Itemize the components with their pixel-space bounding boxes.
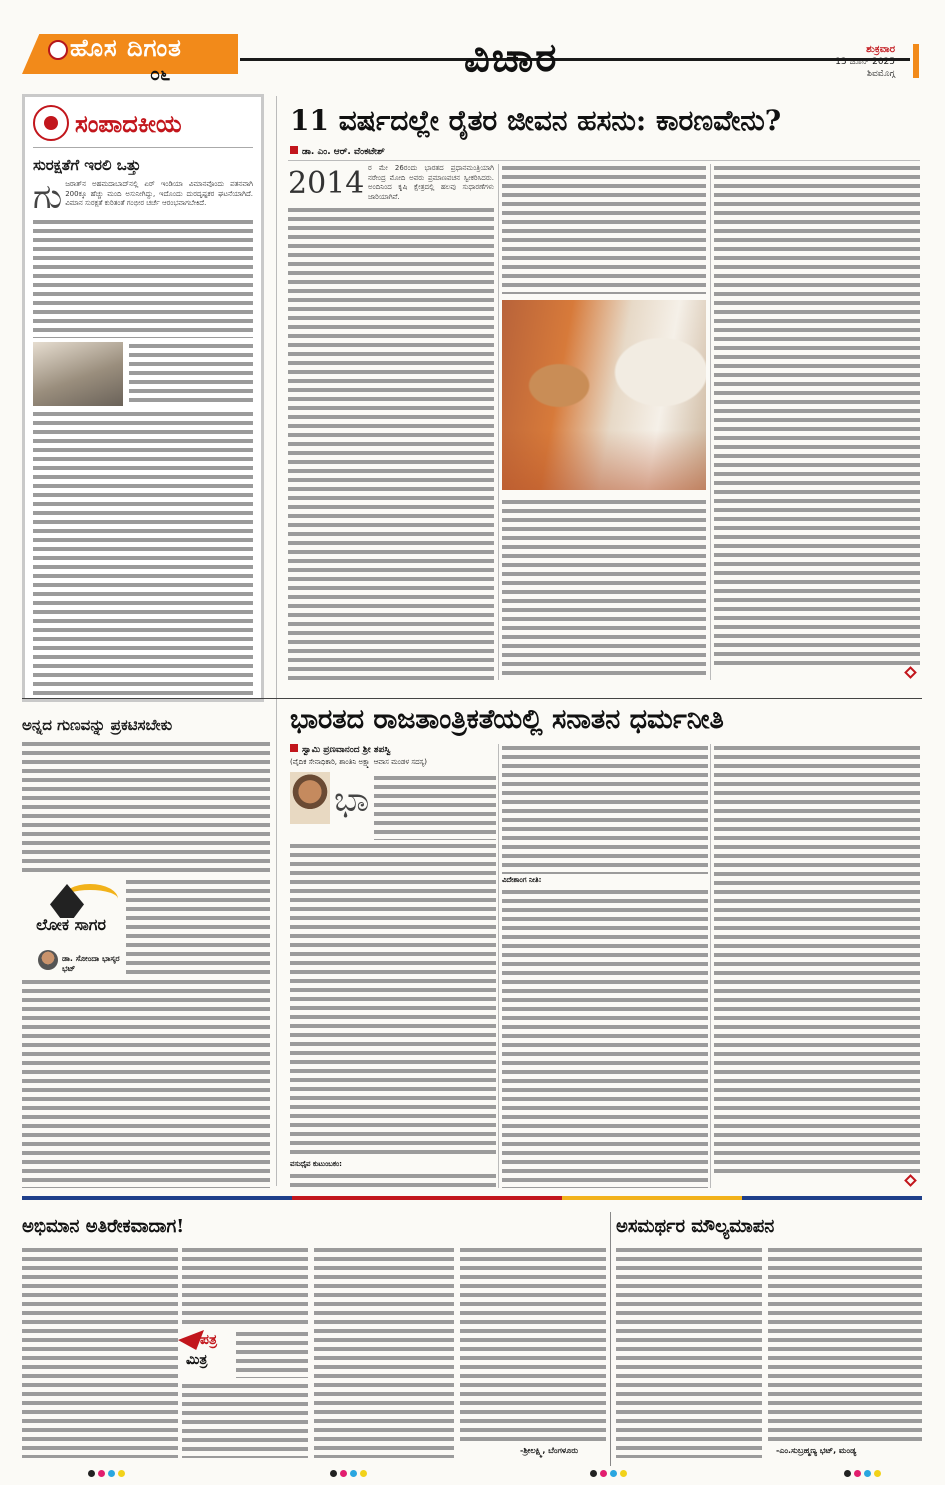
mitra-label: ಮಿತ್ರ: [186, 1352, 208, 1368]
section-rule: [22, 698, 922, 699]
registration-dots: [330, 1470, 367, 1477]
dot-cyan: [108, 1470, 115, 1477]
byline-marker-icon: [290, 744, 298, 752]
dot-cyan: [610, 1470, 617, 1477]
story2-drop-cap: ಭಾ: [334, 780, 370, 820]
dot-magenta: [340, 1470, 347, 1477]
dot-yellow: [874, 1470, 881, 1477]
letters-left-title: ಅಭಿಮಾನ ಅತಿರೇಕವಾದಾಗ!: [22, 1216, 185, 1237]
story2-subhead-1: ವಿದೇಶಾಂಗ ನೀತಿ:: [502, 876, 542, 884]
editorial-emblem-icon: [33, 105, 69, 141]
dot-black: [88, 1470, 95, 1477]
dot-cyan: [350, 1470, 357, 1477]
dot-magenta: [854, 1470, 861, 1477]
letters-column-5: [616, 1246, 762, 1458]
masthead: [0, 0, 945, 92]
author-avatar: [38, 950, 58, 970]
story2-headline: ಭಾರತದ ರಾಜತಾಂತ್ರಿಕತೆಯಲ್ಲಿ ಸನಾತನ ಧರ್ಮನೀತಿ: [290, 704, 724, 735]
page-number: ೦೬: [150, 64, 171, 85]
letters-right-signoff: -ಎಂ.ಸುಬ್ರಹ್ಮಣ್ಯ ಭಟ್, ಮಂಡ್ಯ: [776, 1446, 857, 1455]
column-author: ಡಾ. ಸೋಂದಾ ಭಾಸ್ಕರ ಭಟ್: [62, 954, 120, 973]
left-article-body-1: [22, 740, 270, 874]
story1-column-2-top: [502, 164, 706, 294]
story1-column-3: [714, 164, 920, 670]
bottom-color-band: [22, 1196, 922, 1200]
letters-column-4: [460, 1246, 606, 1442]
editorial-header: [33, 105, 253, 148]
dot-magenta: [98, 1470, 105, 1477]
story2-column-1-top: [374, 774, 496, 840]
divider: [498, 744, 499, 1188]
story2-column-1-end: [290, 1172, 496, 1188]
section-title: ವಿಚಾರ: [464, 34, 559, 81]
story2-column-3: [714, 744, 920, 1176]
registration-dots: [844, 1470, 881, 1477]
story1-rule: [288, 160, 920, 161]
story2-subhead-2: ವಸುಧೈವ ಕುಟುಂಬಕಂ:: [290, 1160, 342, 1168]
story1-column-1: [288, 206, 494, 680]
left-article-body-2: [126, 878, 270, 974]
dot-magenta: [600, 1470, 607, 1477]
dot-black: [844, 1470, 851, 1477]
editorial-lead-text: ಜರಾತ್‌ನ ಅಹಮದಾಬಾದ್‌ನಲ್ಲಿ ಏರ್ ಇಂಡಿಯಾ ವಿಮಾನವೊಂದು ಪತನವಾಗಿ 200ಕ್ಕೂ ಹೆಚ್ಚು ಮಂದಿ ಅಸುನೀಗಿದ್ದು, ಇದೊಂದು ದುರದೃಷ್ಟಕರ ಘಟನೆಯಾಗಿದೆ. ವಿಮಾನ ಸುರಕ್ಷತೆ ಕುರಿತಂತೆ ಗಂಭೀರ ಚರ್ಚೆ ಆರಂಭವಾಗಬೇಕಿದೆ.: [65, 180, 253, 207]
dot-cyan: [864, 1470, 871, 1477]
letters-column-2-top: [182, 1246, 308, 1326]
dot-black: [590, 1470, 597, 1477]
story1-byline: [290, 146, 385, 157]
byline-marker-icon: [290, 146, 298, 154]
story1-big-year: 2014: [288, 166, 365, 201]
story1-column-2-bottom: [502, 498, 706, 680]
dot-yellow: [360, 1470, 367, 1477]
editorial-label: ಸಂಪಾದಕೀಯ: [75, 108, 182, 138]
editorial-body-1: [33, 218, 253, 338]
left-article-body-3: [22, 978, 270, 1188]
dot-yellow: [118, 1470, 125, 1477]
registration-dots: [590, 1470, 627, 1477]
story2-byline-note: (ವೈದಿಕ ಸೇನಾಧಿಕಾರಿ, ಶಾಂತಿನಿ ಅಕ್ಷ್ಮಾ ಆವಾಸ ಮಂಡಳ ಸದಸ್ಯ): [290, 758, 428, 766]
date-box: [835, 44, 895, 80]
letters-column-3: [314, 1246, 454, 1458]
editorial-body-3: [33, 410, 253, 702]
dot-yellow: [620, 1470, 627, 1477]
edge-strip: [913, 44, 919, 78]
story2-column-2: [502, 888, 708, 1188]
story2-byline-text: ಸ್ವಾಮಿ ಪ್ರಣವಾನಂದ ಶ್ರೀ ತಪಸ್ವಿ: [302, 745, 391, 755]
edition-city: ಶಿವಮೊಗ್ಗ: [867, 69, 895, 79]
date: 13 ಜೂನ್ 2025: [835, 57, 895, 67]
editorial-drop-cap: ಗು: [33, 180, 63, 214]
divider: [276, 96, 277, 1186]
letters-column-2-bottom: [182, 1382, 308, 1458]
story1-headline: 11 ವರ್ಷದಲ್ಲೇ ರೈತರ ಜೀವನ ಹಸನು: ಕಾರಣವೇನು?: [290, 104, 782, 137]
story1-byline-text: ಡಾ. ಎಂ. ಆರ್. ವೆಂಕಟೇಶ್: [302, 147, 385, 157]
editorial-lead: [33, 180, 253, 214]
letters-column-1: [22, 1246, 178, 1458]
story2-byline: [290, 744, 391, 755]
column-logo: [22, 880, 120, 973]
registration-dots: [88, 1470, 125, 1477]
weekday: ಶುಕ್ರವಾರ: [866, 44, 895, 55]
divider: [710, 164, 711, 680]
plane-wreck-photo: [33, 342, 123, 406]
editorial-body-2: [129, 342, 253, 406]
story1-lead: ರ ಮೇ 26ರಂದು ಭಾರತದ ಪ್ರಧಾನಮಂತ್ರಿಯಾಗಿ ನರೇಂದ್ರ ಮೋದಿ ಅವರು ಪ್ರಮಾಣವಚನ ಸ್ವೀಕರಿಸಿದರು. ಅಂದಿನಿಂದ ಕೃಷಿ ಕ್ಷೇತ್ರದಲ್ಲಿ ಹಲವು ಸುಧಾರಣೆಗಳು ಜಾರಿಯಾಗಿವೆ.: [368, 164, 494, 201]
story2-column-1: [290, 842, 496, 1154]
letters-column-2-mid: [236, 1330, 308, 1378]
logo-emblem-icon: [48, 40, 68, 60]
column-name: ಲೋಕ ಸಾಗರ: [36, 915, 106, 934]
patra-label: ಪತ್ರ: [200, 1332, 217, 1348]
story2-author-photo: [290, 772, 330, 824]
story2-end-mark-icon: [904, 1174, 917, 1187]
letters-column-6: [768, 1246, 922, 1442]
newspaper-logo: ಹೊಸ ದಿಗಂತ: [70, 34, 182, 62]
letters-right-title: ಅಸಮರ್ಥರ ಮೌಲ್ಯಮಾಪನ: [616, 1216, 775, 1237]
editorial-title: ಸುರಕ್ಷತೆಗೆ ಇರಲಿ ಒತ್ತು: [33, 156, 141, 174]
dot-black: [330, 1470, 337, 1477]
story1-photo: [502, 300, 706, 490]
divider: [610, 1212, 611, 1466]
divider: [498, 164, 499, 680]
patra-mitra-logo: [178, 1330, 232, 1376]
masthead-rule: [240, 58, 910, 61]
story2-column-2-top: [502, 744, 708, 874]
divider: [710, 744, 711, 1188]
letters-left-signoff: -ಶ್ರೀಲಕ್ಷ್ಮಿ, ಬೆಂಗಳೂರು: [520, 1446, 579, 1455]
editorial-box: [22, 94, 264, 702]
left-article-title: ಅನ್ನದ ಗುಣವನ್ನು ಪ್ರಕಟಿಸಬೇಕು: [22, 716, 173, 734]
